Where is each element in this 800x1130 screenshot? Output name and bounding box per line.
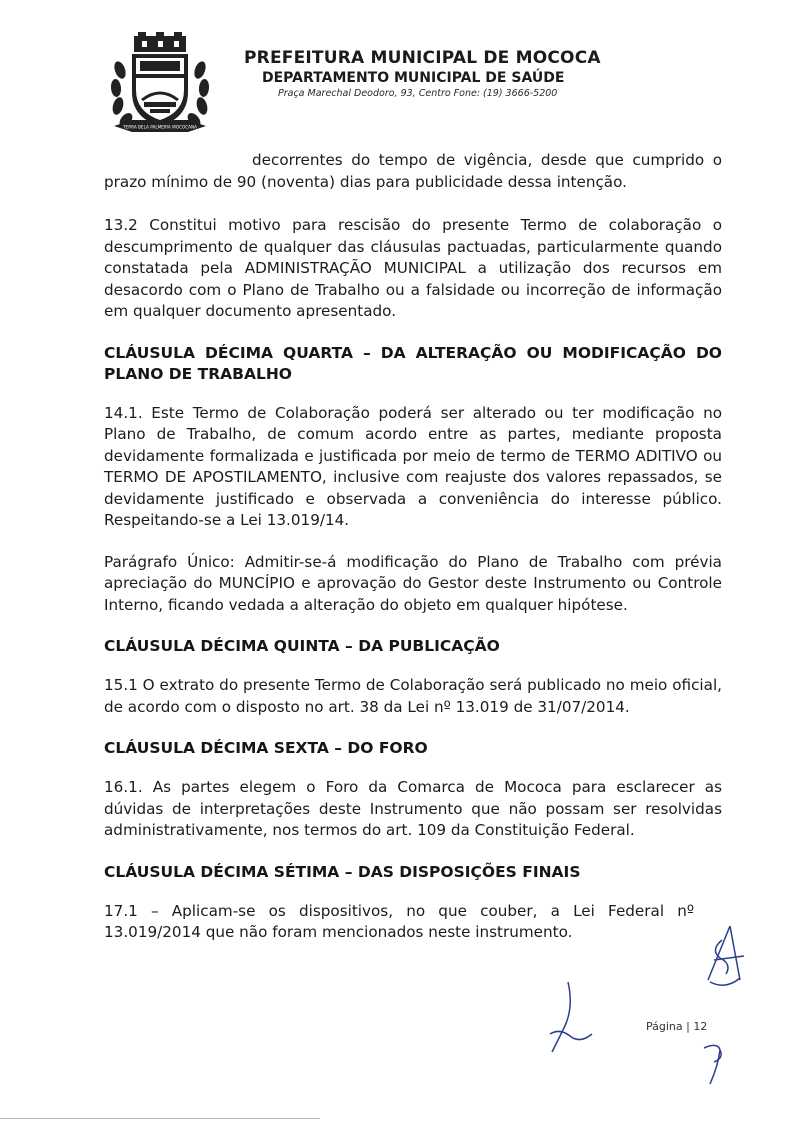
clause-heading-15: CLÁUSULA DÉCIMA QUINTA – DA PUBLICAÇÃO <box>104 637 500 655</box>
document-body <box>104 150 722 964</box>
paragraph-unico: Parágrafo Único: Admitir-se-á modificação do Plano de Trabalho com prévia apreciação do MUNCÍPIO e aprovação do Gestor deste Instrumento ou Controle Interno, ficando vedada a alteração do objeto em qualquer hipótese. <box>104 552 722 614</box>
paragraph-15-1: 15.1 O extrato do presente Termo de Colaboração será publicado no meio oficial, de acordo com o disposto no art. 38 da Lei nº 13.019 de 31/07/2014. <box>104 676 722 716</box>
bottom-divider <box>0 1118 320 1119</box>
clause-heading-14: CLÁUSULA DÉCIMA QUARTA – DA ALTERAÇÃO OU MODIFICAÇÃO DO PLANO DE TRABALHO <box>104 343 722 383</box>
signature-mark-icon <box>700 1040 730 1090</box>
letterhead <box>244 48 624 101</box>
paragraph-17-1: 17.1 – Aplicam-se os dispositivos, no que couber, a Lei Federal nº 13.019/2014 que não foram mencionados neste instrumento. <box>104 901 694 941</box>
paragraph-continuation: decorrentes do tempo de vigência, desde que cumprido o prazo mínimo de 90 (noventa) dias para publicidade dessa intenção. <box>104 151 722 191</box>
clause-heading-17: CLÁUSULA DÉCIMA SÉTIMA – DAS DISPOSIÇÕES FINAIS <box>104 862 581 881</box>
letterhead-title: PREFEITURA MUNICIPAL DE MOCOCA <box>244 48 601 68</box>
letterhead-address: Praça Marechal Deodoro, 93, Centro Fone: (19) 3666-5200 <box>278 88 558 99</box>
letterhead-department: DEPARTAMENTO MUNICIPAL DE SAÚDE <box>262 70 565 86</box>
paragraph-13-2: 13.2 Constitui motivo para rescisão do presente Termo de colaboração o descumprimento de qualquer das cláusulas pactuadas, particularmente quando constatada pela ADMINISTRAÇÃO MUNICIPAL a utilização dos recursos em desacordo com o Plano de Trabalho ou a falsidade ou incorreção de informação em qualquer documento apresentado. <box>104 216 722 320</box>
paragraph-16-1: 16.1. As partes elegem o Foro da Comarca de Mococa para esclarecer as dúvidas de interpretações deste Instrumento que não possam ser resolvidas administrativamente, nos termos do art. 109 da Constituição Federal. <box>104 778 722 839</box>
paragraph-14-1: 14.1. Este Termo de Colaboração poderá ser alterado ou ter modificação no Plano de Trabalho, de comum acordo entre as partes, mediante proposta devidamente formalizada e justificada por meio de termo de TERMO ADITIVO ou TERMO DE APOSTILAMENTO, inclusive com reajuste dos valores repassados, se devidamente justificado e observada a conveniência do interesse público. Respeitando-se a Lei 13.019/14. <box>104 403 722 529</box>
svg-text:TERRA BELA PALMEIRA MOCOCANA: TERRA BELA PALMEIRA MOCOCANA <box>123 124 197 130</box>
signature-scribble-icon <box>540 978 600 1058</box>
clause-heading-16: CLÁUSULA DÉCIMA SEXTA – DO FORO <box>104 739 428 757</box>
signature-initials-icon <box>700 920 750 1000</box>
page-number: Página | 12 <box>646 1020 708 1033</box>
municipal-coat-of-arms-icon <box>108 30 212 138</box>
